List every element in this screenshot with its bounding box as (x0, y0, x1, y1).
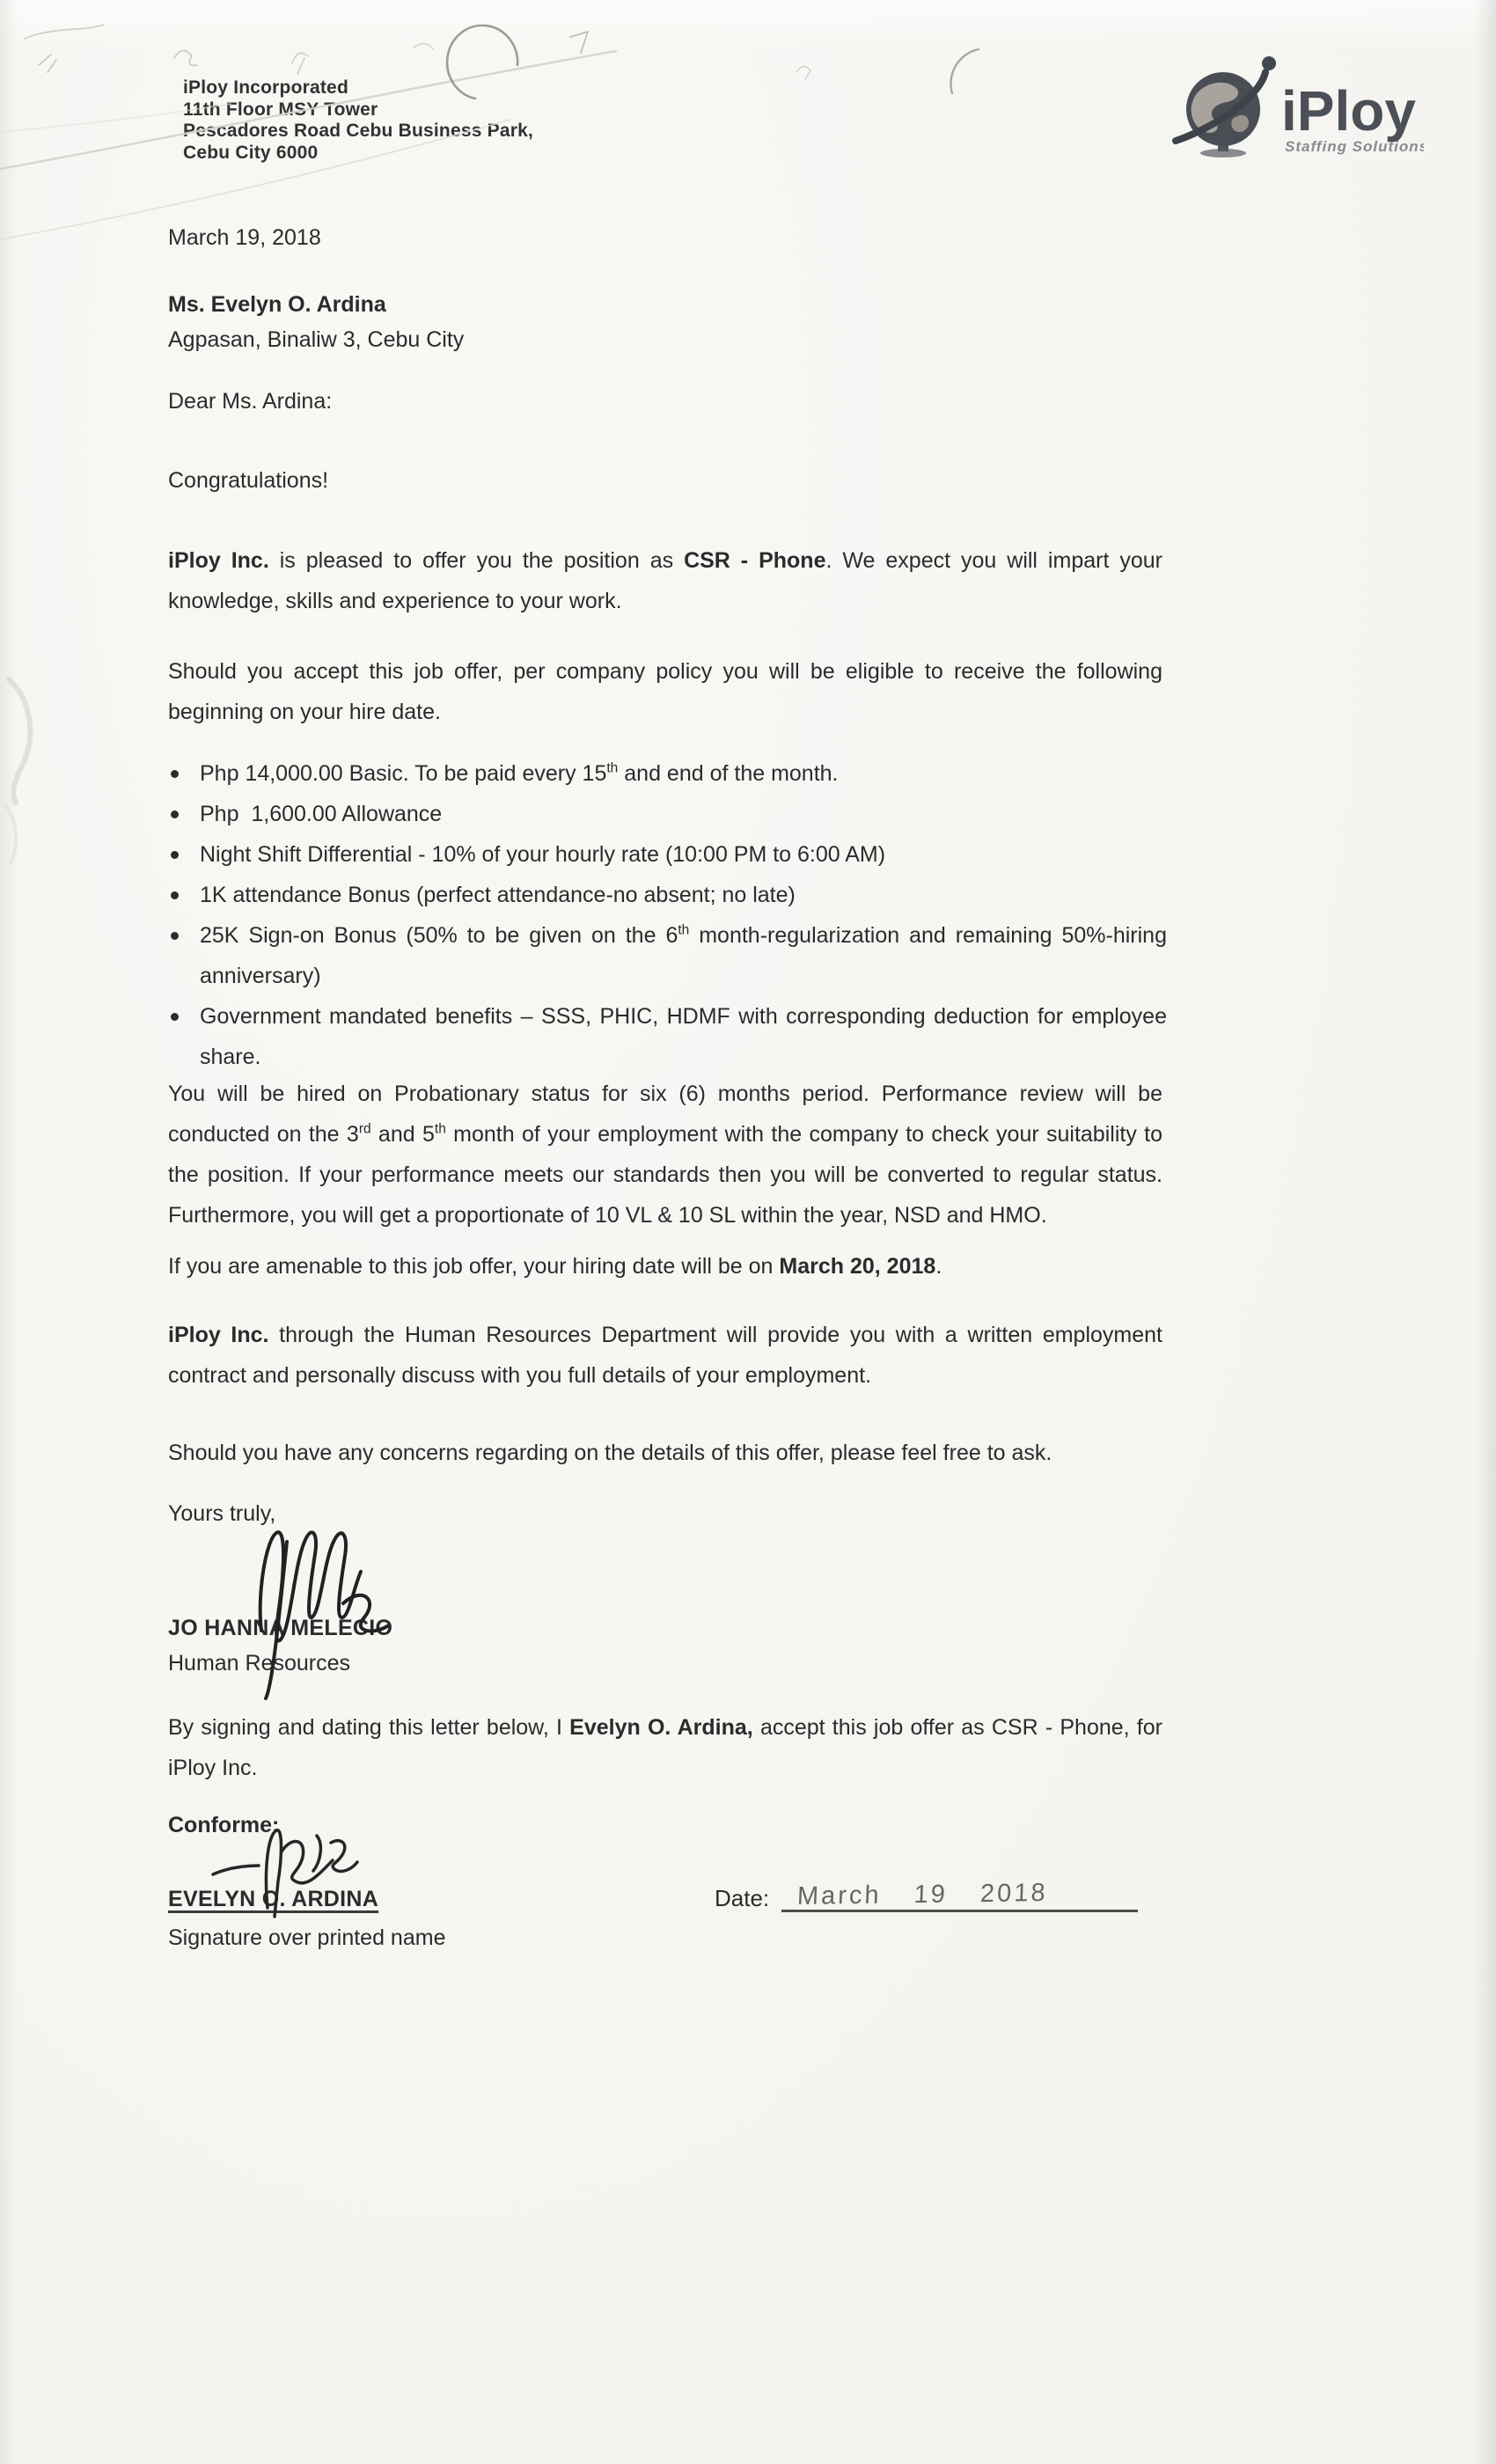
salutation: Dear Ms. Ardina: (168, 389, 333, 414)
conforme-label: Conforme: (168, 1813, 280, 1837)
paragraph-amenable: If you are amenable to this job offer, your hiring date will be on March 20, 2018. (168, 1254, 942, 1279)
paragraph-acceptance: By signing and dating this letter below, I Evelyn O. Ardina, accept this job offer as CSR - Phone, for iPloy Inc. (168, 1715, 1162, 1780)
date-label: Date: (715, 1885, 770, 1911)
letter-date: March 19, 2018 (168, 225, 321, 250)
company-address-block (183, 77, 533, 164)
date-field (715, 1880, 1138, 1912)
benefit-item: 1K attendance Bonus (perfect attendance-no absent; no late) (168, 875, 1167, 915)
benefit-item: Php 1,600.00 Allowance (168, 794, 1167, 834)
company-name: iPloy Incorporated (183, 77, 348, 98)
congratulations-line: Congratulations! (168, 468, 329, 493)
paragraph-accept: Should you accept this job offer, per company policy you will be eligible to receive the following beginning on your hire date. (168, 659, 1162, 724)
benefits-list (168, 753, 1167, 1077)
paragraph-concerns: Should you have any concerns regarding on the details of this offer, please feel free to ask. (168, 1441, 1052, 1465)
date-signature-line (781, 1880, 1138, 1912)
recipient-address: Agpasan, Binaliw 3, Cebu City (168, 327, 465, 352)
paragraph-contract: iPloy Inc. through the Human Resources Department will provide you with a written employment contract and personally discuss with you full details of your employment. (168, 1323, 1162, 1388)
logo-brand-text: iPloy (1281, 79, 1416, 143)
recipient-name: Ms. Evelyn O. Ardina (168, 292, 386, 317)
iploy-logo-graphic (1160, 49, 1424, 164)
benefit-item: Government mandated benefits – SSS, PHIC, HDMF with corresponding deduction for employee share. (168, 996, 1167, 1077)
hr-signer-name: JO HANNA MELECIO (168, 1616, 393, 1640)
paragraph-probation: You will be hired on Probationary status for six (6) months period. Performance review will be conducted on the 3rd and 5th month of your employment with the company to check your suitability to the position. If your performance meets our standards then you will be converted to regular status. Furthermore, you will get a proportionate of 10 VL & 10 SL within the year, NSD and HMO. (168, 1082, 1162, 1228)
valediction: Yours truly, (168, 1501, 276, 1526)
recipient-block (168, 287, 464, 357)
hr-signer-block (168, 1610, 392, 1681)
logo-tagline-text: Staffing Solutions (1285, 138, 1424, 155)
company-address-line: 11th Floor MSY Tower (183, 99, 378, 120)
signature-caption: Signature over printed name (168, 1925, 446, 1950)
company-address-line: Pescadores Road Cebu Business Park, (183, 121, 533, 141)
company-address-line: Cebu City 6000 (183, 142, 319, 163)
company-logo (1160, 49, 1424, 164)
hr-signer-title: Human Resources (168, 1651, 351, 1676)
globe-icon (1176, 56, 1276, 158)
benefit-item: Php 14,000.00 Basic. To be paid every 15th and end of the month. (168, 753, 1167, 794)
applicant-printed-name: EVELYN O. ARDINA (168, 1887, 379, 1911)
paragraph-offer: iPloy Inc. is pleased to offer you the position as CSR - Phone. We expect you will impart your knowledge, skills and experience to your work. (168, 548, 1162, 613)
benefit-item: 25K Sign-on Bonus (50% to be given on the 6th month-regularization and remaining 50%-hiring anniversary) (168, 915, 1167, 996)
benefit-item: Night Shift Differential - 10% of your hourly rate (10:00 PM to 6:00 AM) (168, 834, 1167, 875)
handwritten-date: March 19 2018 (796, 1879, 1049, 1910)
